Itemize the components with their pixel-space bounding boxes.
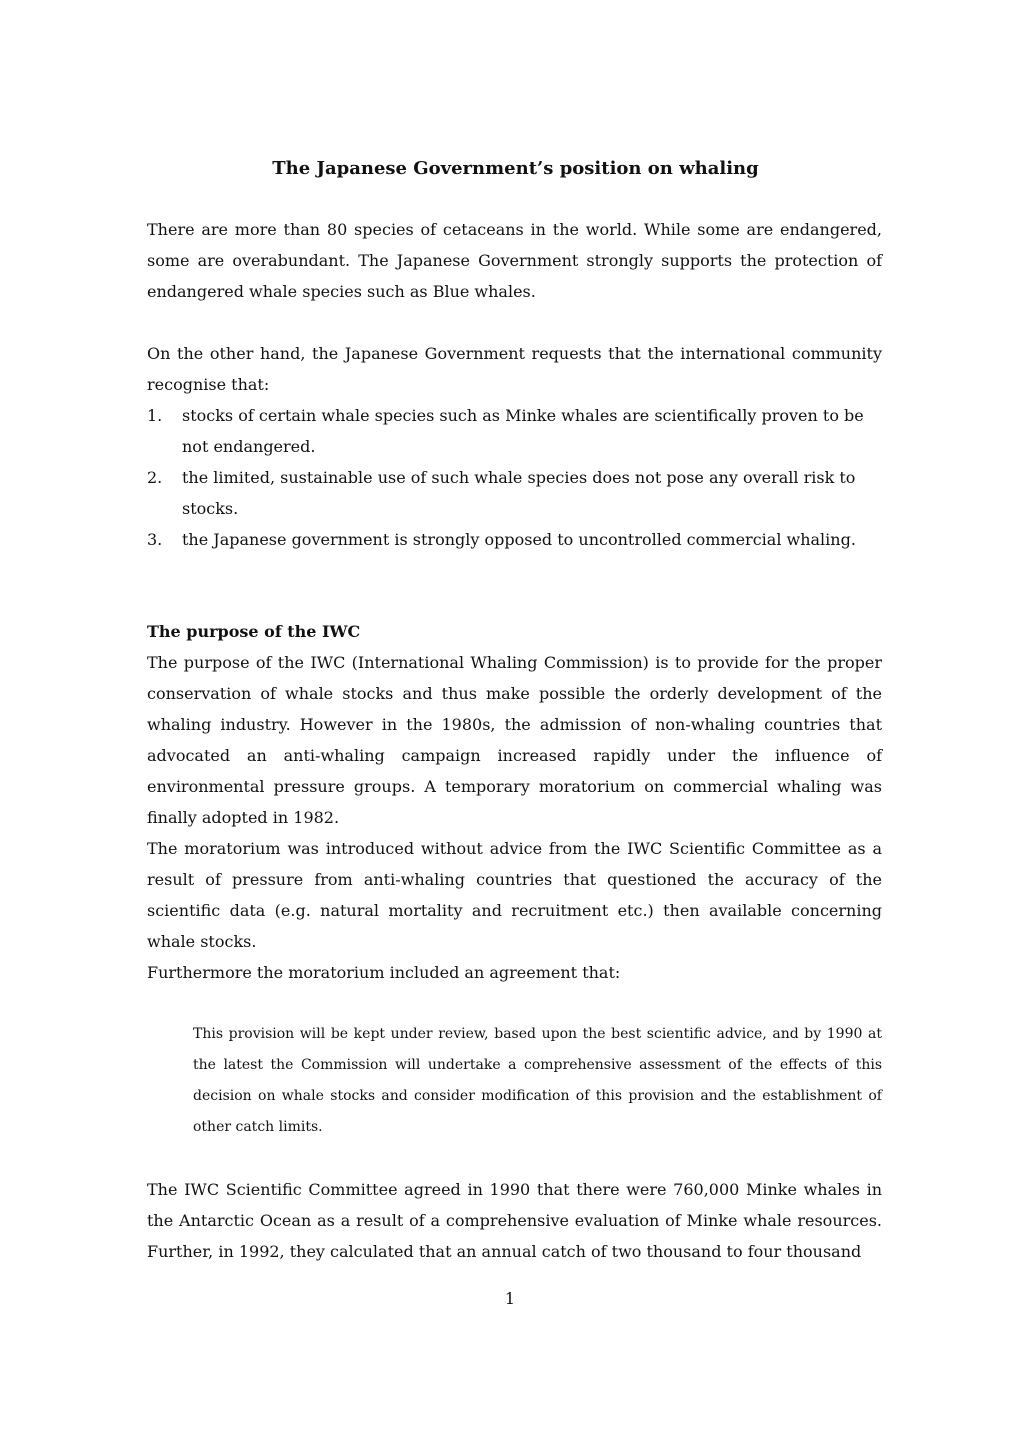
list-item-text: the Japanese government is strongly opposed to uncontrolled commercial whaling. <box>182 530 856 549</box>
section-heading-iwc: The purpose of the IWC <box>147 622 361 641</box>
list-item-text: the limited, sustainable use of such whale species does not pose any overall risk to stocks. <box>182 468 856 518</box>
document-title: The Japanese Government’s position on whaling <box>272 158 759 179</box>
iwc-paragraph-1: The purpose of the IWC (International Whaling Commission) is to provide for the proper conservation of whale stocks and thus make possible the orderly development of the whaling industry. However in the 1980s, the admission of non-whaling countries that advocated an anti-whaling campaign increased rapidly under the influence of environmental pressure groups. A temporary moratorium on commercial whaling was finally adopted in 1982. <box>147 653 882 827</box>
intro-paragraph-2: On the other hand, the Japanese Government requests that the international community recognise that: <box>147 344 882 394</box>
page-number: 1 <box>504 1289 516 1308</box>
list-item-text: stocks of certain whale species such as Minke whales are scientifically proven to be not endangered. <box>182 406 864 456</box>
iwc-paragraph-3: Furthermore the moratorium included an agreement that: <box>147 963 621 982</box>
list-item-number: 2. <box>147 468 163 487</box>
list-item <box>147 400 882 462</box>
iwc-paragraph-2: The moratorium was introduced without advice from the IWC Scientific Committee as a result of pressure from anti-whaling countries that questioned the accuracy of the scientific data (e.g. natural mortality and recruitment etc.) then available concerning whale stocks. <box>147 839 882 951</box>
list-item <box>147 462 882 524</box>
list-item <box>147 524 882 555</box>
intro-paragraph-1: There are more than 80 species of cetaceans in the world. While some are endangered, some are overabundant. The Japanese Government strongly supports the protection of endangered whale species such as Blue whales. <box>147 220 882 301</box>
recognition-list <box>147 400 882 555</box>
moratorium-quote: This provision will be kept under review, based upon the best scientific advice, and by 1990 at the latest the Commission will undertake a comprehensive assessment of the effects of this decision on whale stocks and consider modification of this provision and the establishment of other catch limits. <box>193 1026 882 1135</box>
list-item-number: 3. <box>147 530 163 549</box>
list-item-number: 1. <box>147 406 163 425</box>
document-body <box>147 140 882 1267</box>
iwc-paragraph-4: The IWC Scientific Committee agreed in 1990 that there were 760,000 Minke whales in the Antarctic Ocean as a result of a comprehensive evaluation of Minke whale resources. Further, in 1992, they calculated that an annual catch of two thousand to four thousand <box>147 1180 882 1261</box>
